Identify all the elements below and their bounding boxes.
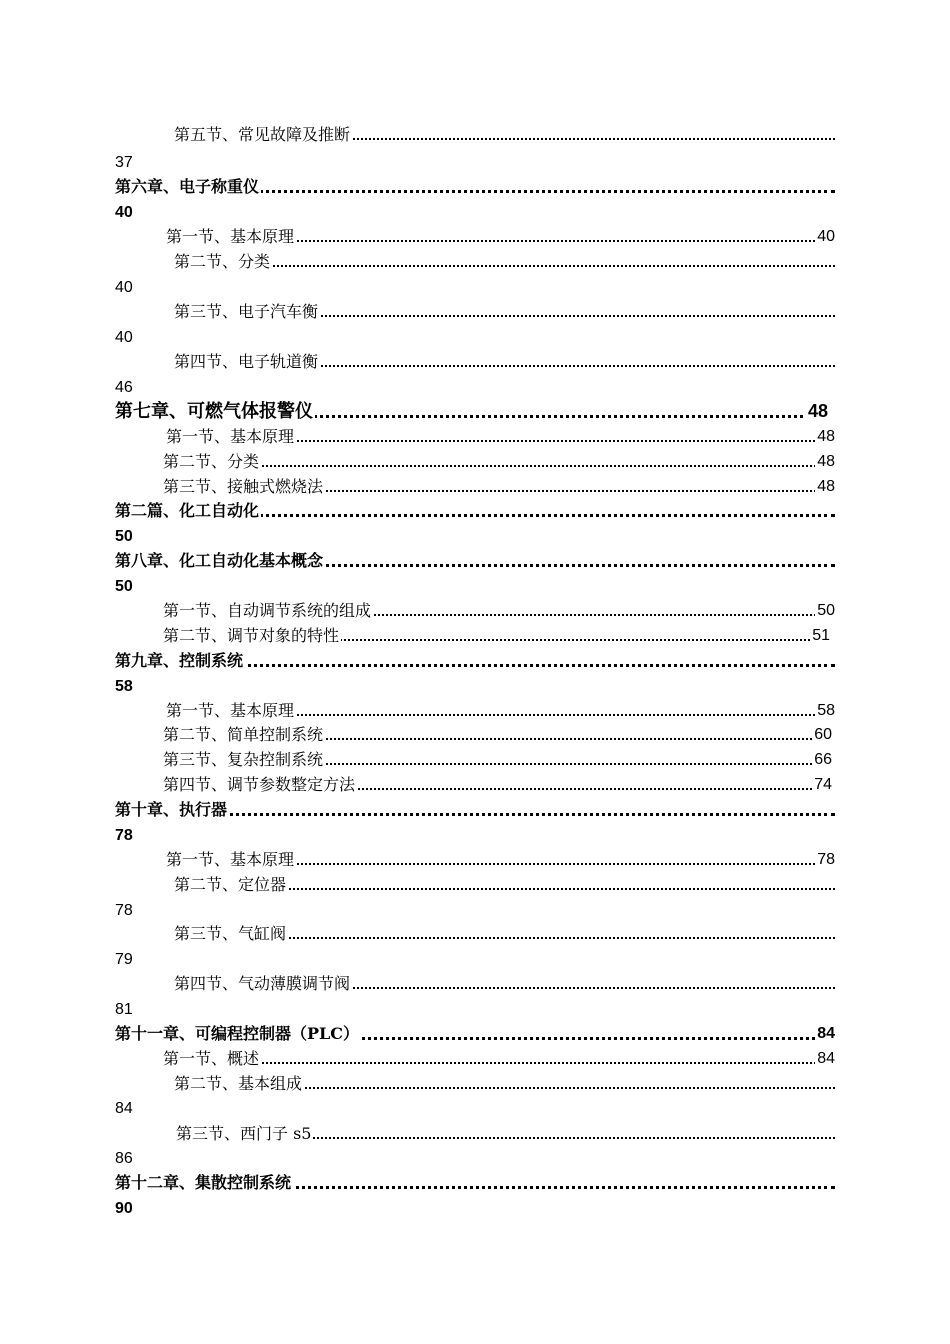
toc-entry	[0, 548, 950, 573]
toc-entry-title: 第二节、分类	[174, 252, 271, 271]
toc-entry	[0, 598, 950, 623]
toc-entry-title: 第十章、执行器	[115, 800, 228, 819]
toc-entry-page: 48	[815, 449, 835, 474]
toc-entry-page: 48	[815, 424, 835, 449]
toc-entry	[0, 299, 950, 324]
toc-entry-title: 第一节、概述	[163, 1049, 260, 1068]
toc-entry-title: 第十二章、集散控制系统	[115, 1173, 292, 1192]
toc-entry-title: 第五节、常见故障及推断	[174, 125, 351, 144]
toc-entry-title: 第三节、电子汽车衡	[174, 302, 319, 321]
toc-entry	[0, 1071, 950, 1096]
toc-entry-page: 40	[815, 224, 835, 249]
toc-entry-title: 第四节、电子轨道衡	[174, 352, 319, 371]
toc-entry-page: 48	[815, 474, 835, 499]
toc-entry-page: 90	[115, 1200, 133, 1217]
toc-entry-page: 58	[115, 678, 133, 695]
toc-entry-title: 第十一章、可编程控制器（PLC）	[115, 1024, 360, 1043]
toc-entry-title: 第一节、基本原理	[166, 427, 295, 446]
toc-entry	[0, 797, 950, 822]
toc-entry-page: 78	[815, 847, 835, 872]
toc-entry-title: 第九章、控制系统	[115, 651, 244, 670]
toc-entry	[0, 349, 950, 374]
toc-entry-page: 78	[115, 827, 133, 844]
toc-entry-page: 60	[812, 722, 832, 747]
toc-entry-page: 84	[115, 1100, 133, 1117]
toc-entry-page: 74	[812, 772, 832, 797]
toc-entry	[0, 747, 950, 772]
toc-entry-page: 79	[115, 951, 133, 968]
toc-entry-title: 第二节、定位器	[174, 875, 287, 894]
toc-entry-title: 第八章、化工自动化基本概念	[115, 551, 324, 570]
toc-entry-title: 第三节、气缸阀	[174, 924, 287, 943]
toc-entry	[0, 1046, 950, 1071]
toc-entry	[0, 1021, 950, 1046]
toc-entry	[0, 1170, 950, 1195]
toc-entry	[0, 872, 950, 897]
toc-entry-page: 84	[815, 1021, 835, 1046]
toc-entry	[0, 698, 950, 723]
toc-entry-page: 48	[806, 399, 828, 424]
toc-entry-title: 第一节、基本原理	[166, 227, 295, 246]
toc-entry	[0, 648, 950, 673]
toc-entry-title: 第三节、复杂控制系统	[163, 750, 324, 769]
toc-entry	[0, 921, 950, 946]
toc-entry	[0, 249, 950, 274]
toc-entry	[0, 623, 950, 648]
toc-entry	[0, 474, 950, 499]
toc-entry	[0, 399, 950, 424]
toc-entry	[0, 772, 950, 797]
toc-entry-page: 50	[815, 598, 835, 623]
toc-entry	[0, 224, 950, 249]
toc-entry-page: 81	[115, 1001, 133, 1018]
toc-entry-title: 第七章、可燃气体报警仪	[115, 401, 313, 422]
toc-entry-page: 58	[815, 698, 835, 723]
toc-entry	[0, 847, 950, 872]
toc-entry-page: 50	[115, 528, 133, 545]
toc-entry-page: 40	[115, 204, 133, 221]
toc-entry-title: 第二节、基本组成	[174, 1074, 303, 1093]
toc-entry-title: 第三节、西门子 s5	[176, 1124, 312, 1143]
toc-entry-page: 46	[115, 379, 133, 396]
toc-entry-page: 66	[812, 747, 832, 772]
toc-entry-title: 第六章、电子称重仪	[115, 177, 260, 196]
toc-entry-page: 37	[115, 154, 133, 171]
toc-entry-page: 40	[115, 279, 133, 296]
toc-entry	[0, 722, 950, 747]
toc-entry	[0, 449, 950, 474]
toc-entry-title: 第二节、简单控制系统	[163, 725, 324, 744]
toc-entry-title: 第二节、调节对象的特性	[163, 626, 340, 645]
toc-entry	[0, 498, 950, 523]
toc-entry-page: 86	[115, 1150, 133, 1167]
toc-entry	[0, 424, 950, 449]
toc-entry	[0, 971, 950, 996]
toc-entry-page: 40	[115, 329, 133, 346]
toc-entry-page: 50	[115, 578, 133, 595]
toc-entry-title: 第四节、气动薄膜调节阀	[174, 974, 351, 993]
toc-entry-title: 第一节、基本原理	[166, 850, 295, 869]
toc-entry-title: 第一节、自动调节系统的组成	[163, 601, 372, 620]
leader-dots	[163, 1062, 835, 1064]
toc-entry-title: 第二篇、化工自动化	[115, 501, 260, 520]
toc-entry-title: 第二节、分类	[163, 452, 260, 471]
toc-entry	[0, 1121, 950, 1146]
leader-dots	[174, 265, 835, 267]
toc-entry-page: 78	[115, 902, 133, 919]
toc-entry-page: 51	[810, 623, 830, 648]
toc-entry-title: 第一节、基本原理	[166, 701, 295, 720]
toc-entry	[0, 174, 950, 199]
toc-entry-page: 84	[815, 1046, 835, 1071]
toc-entry-title: 第四节、调节参数整定方法	[163, 775, 356, 794]
toc-entry	[0, 122, 950, 147]
toc-entry-title: 第三节、接触式燃烧法	[163, 477, 324, 496]
leader-dots	[163, 465, 835, 467]
